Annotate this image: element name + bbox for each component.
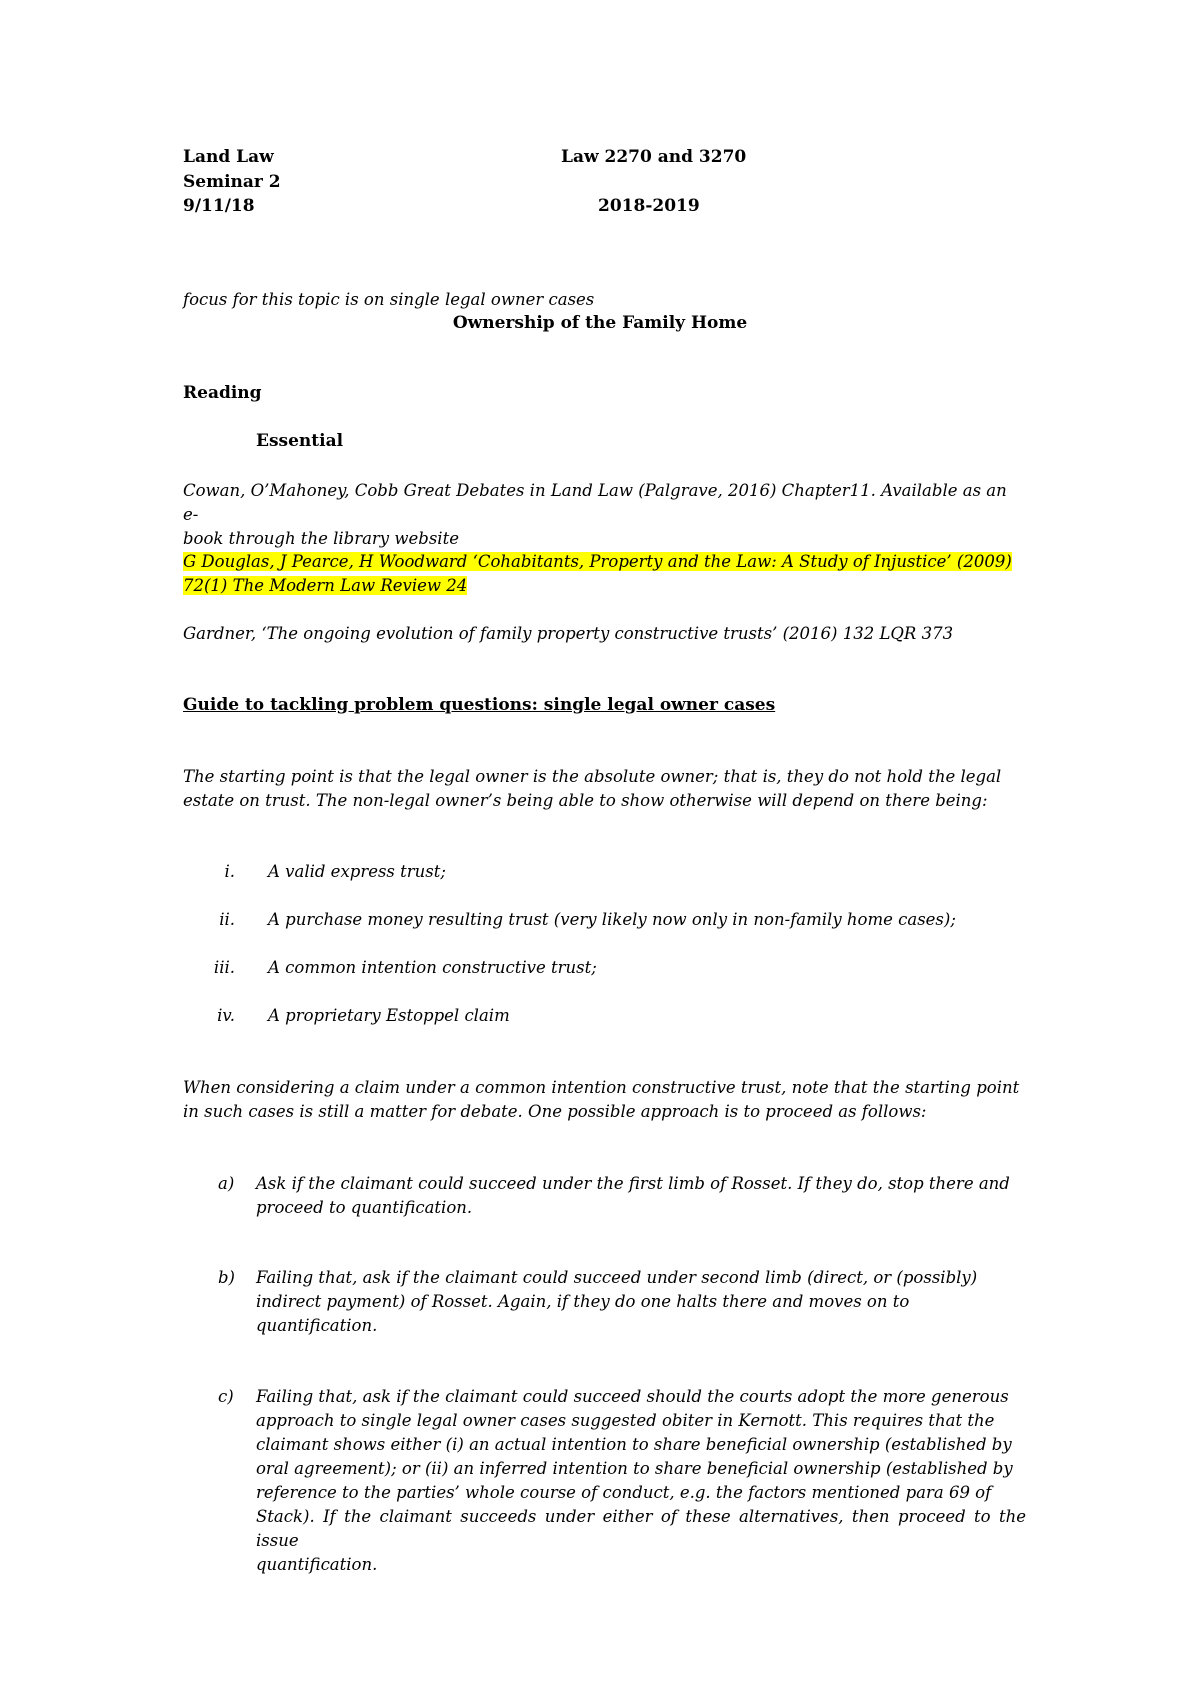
option-text: A valid express trust; bbox=[268, 862, 446, 881]
option-number: iv. bbox=[217, 1006, 235, 1025]
step-line: quantification. bbox=[256, 1316, 378, 1335]
step-label: a) bbox=[218, 1174, 235, 1193]
option-text: A purchase money resulting trust (very likely now only in non-family home cases); bbox=[268, 910, 956, 929]
step-line: indirect payment) of Rosset. Again, if they do one halts there and moves on to bbox=[256, 1292, 910, 1311]
reading-item-line: book through the library website bbox=[183, 529, 459, 548]
approach-line: When considering a claim under a common intention constructive trust, note that the starting point bbox=[183, 1078, 1020, 1097]
highlighted-reading-line: 72(1) The Modern Law Review 24 bbox=[183, 576, 468, 595]
reading-item-douglas bbox=[183, 550, 1025, 598]
reading-essential-subheading: Essential bbox=[256, 431, 344, 451]
page-title: Ownership of the Family Home bbox=[452, 313, 748, 333]
reading-item-gardner bbox=[183, 622, 1025, 646]
guide-intro-line: The starting point is that the legal owner is the absolute owner; that is, they do not hold the legal bbox=[183, 767, 1002, 786]
guide-intro bbox=[183, 765, 1025, 813]
header-course: Law 2270 and 3270 bbox=[561, 147, 747, 167]
option-text: A proprietary Estoppel claim bbox=[268, 1006, 510, 1025]
header-left-line-1: Land Law bbox=[183, 147, 274, 167]
step-line: quantification. bbox=[256, 1555, 378, 1574]
header-left-line-2: Seminar 2 bbox=[183, 172, 281, 192]
step-line: proceed to quantification. bbox=[256, 1198, 473, 1217]
step-line: approach to single legal owner cases suggested obiter in Kernott. This requires that the bbox=[256, 1411, 995, 1430]
header-year: 2018-2019 bbox=[598, 196, 700, 216]
step-label: b) bbox=[218, 1268, 235, 1287]
step-b-text bbox=[256, 1266, 1026, 1338]
guide-intro-line: estate on trust. The non-legal owner’s being able to show otherwise will depend on there being: bbox=[183, 791, 988, 810]
approach-paragraph bbox=[183, 1076, 1025, 1124]
step-a-text bbox=[256, 1172, 1026, 1220]
step-label: c) bbox=[218, 1387, 234, 1406]
approach-line: in such cases is still a matter for debate. One possible approach is to proceed as follows: bbox=[183, 1102, 927, 1121]
option-number: i. bbox=[224, 862, 235, 881]
step-c-text bbox=[256, 1385, 1026, 1577]
step-line: reference to the parties’ whole course of conduct, e.g. the factors mentioned para 69 of bbox=[256, 1483, 992, 1502]
reading-item-cowan bbox=[183, 479, 1025, 551]
focus-note: focus for this topic is on single legal owner cases bbox=[183, 290, 595, 309]
option-number: iii. bbox=[213, 958, 235, 977]
header-left-line-3: 9/11/18 bbox=[183, 196, 255, 216]
step-line: Failing that, ask if the claimant could succeed under second limb (direct, or (possibly) bbox=[256, 1268, 978, 1287]
step-line: Failing that, ask if the claimant could succeed should the courts adopt the more generous bbox=[256, 1387, 1009, 1406]
step-line: oral agreement); or (ii) an inferred intention to share beneficial ownership (established by bbox=[256, 1459, 1013, 1478]
guide-heading: Guide to tackling problem questions: single legal owner cases bbox=[183, 695, 776, 715]
reading-item-line: Gardner, ‘The ongoing evolution of family property constructive trusts’ (2016) 132 LQR 373 bbox=[183, 624, 954, 643]
reading-heading: Reading bbox=[183, 383, 262, 403]
step-line: claimant shows either (i) an actual intention to share beneficial ownership (established by bbox=[256, 1435, 1012, 1454]
reading-item-line: Cowan, O’Mahoney, Cobb Great Debates in Land Law (Palgrave, 2016) Chapter11. Available as an e- bbox=[183, 481, 1007, 524]
option-text: A common intention constructive trust; bbox=[268, 958, 597, 977]
option-number: ii. bbox=[219, 910, 235, 929]
step-line: Ask if the claimant could succeed under the first limb of Rosset. If they do, stop there and bbox=[256, 1174, 1010, 1193]
highlighted-reading-line: G Douglas, J Pearce, H Woodward ‘Cohabitants, Property and the Law: A Study of Injustice’ (2009) bbox=[183, 552, 1012, 571]
step-line: Stack). If the claimant succeeds under either of these alternatives, then proceed to the issue bbox=[256, 1507, 1026, 1550]
